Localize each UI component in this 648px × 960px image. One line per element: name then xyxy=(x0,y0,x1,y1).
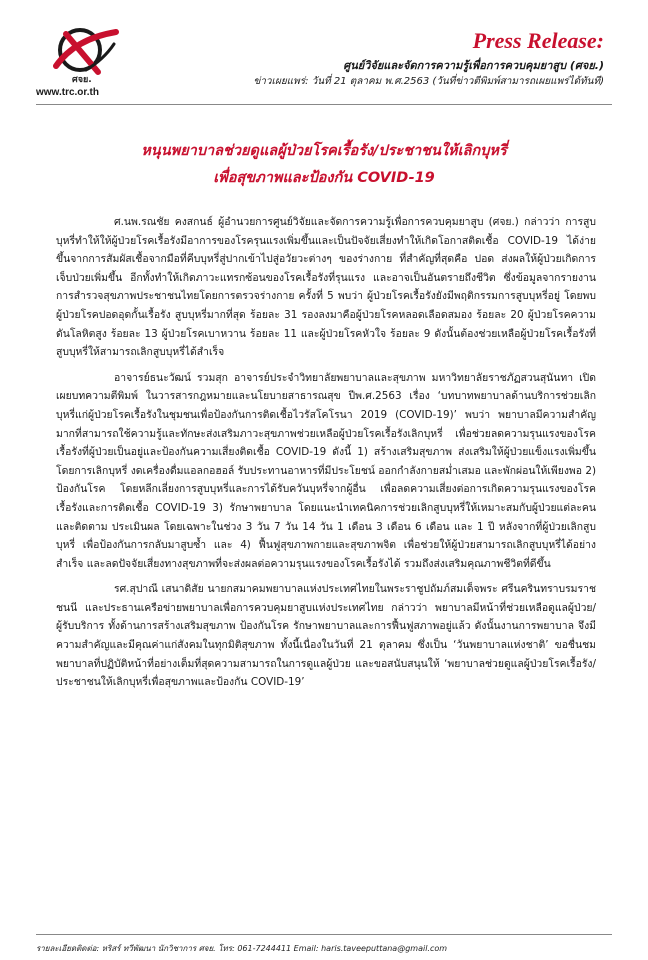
release-date: ข่าวเผยแพร่: วันที่ 21 ตุลาคม พ.ศ.2563 (วันที่ข่าวตีพิมพ์สามารถเผยแพร่ได้ทันที) xyxy=(253,76,604,87)
headline xyxy=(40,138,608,192)
paragraph-3: รศ.สุปาณี เสนาดิสัย นายกสมาคมพยาบาลแห่งประเทศไทยในพระราชูปถัมภ์สมเด็จพระ ศรีนครินทราบรมราชชนนี และประธานเครือข่ายพยาบาลเพื่อการควบคุมยาสูบแห่งประเทศไทย กล่าวว่า พยาบาลมีหน้าที่ช่วยเหลือดูแลผู้ป่วย/ผู้รับบริการ ทั้งด้านการสร้างเสริมสุขภาพ ป้องกันโรค รักษาพยาบาลและการฟื้นฟูสภาพอยู่แล้ว ดังนั้นงานการพยาบาล จึงมีความสำคัญและมีคุณค่าแก่สังคมในทุกมิติสุขภาพ ทั้งนี้เนื่องในวันที่ 21 ตุลาคม ซึ่งเป็น ‘วันพยาบาลแห่งชาติ’ ขอชื่นชมพยาบาลที่ปฏิบัติหน้าที่อย่างเต็มที่สุดความสามารถในการดูแลผู้ป่วย และขอสนับสนุนให้ ‘พยาบาลช่วยดูแลผู้ป่วยโรคเรื้อรัง/ประชาชนให้เลิกบุหรี่เพื่อสุขภาพและป้องกัน COVID-19’ xyxy=(56,583,596,689)
article-body xyxy=(56,213,596,699)
headline-line-2: เพื่อสุขภาพและป้องกัน COVID-19 xyxy=(213,170,435,186)
logo-url: www.trc.or.th xyxy=(36,87,99,98)
center-name: ศูนย์วิจัยและจัดการความรู้เพื่อการควบคุมยาสูบ (ศจย.) xyxy=(343,59,604,72)
press-release-title: Press Release: xyxy=(472,28,604,53)
paragraph-1: ศ.นพ.รณชัย คงสกนธ์ ผู้อำนวยการศูนย์วิจัยและจัดการความรู้เพื่อการควบคุมยาสูบ (ศจย.) กล่าวว่า การสูบบุหรี่ทำให้ให้ผู้ป่วยโรคเรื้อรังมีอาการของโรครุนแรงเพิ่มขึ้นและเป็นปัจจัยเสี่ยงทำให้เกิดโอกาสติดเชื้อ COVID-19 ได้ง่ายขึ้นจากการสัมผัสเชื้อจากมือที่คีบบุหรี่สู่ปากเข้าไปสู่อวัยวะต่างๆ ของร่างกาย ที่สำคัญที่สุดคือ ปอด ส่งผลให้ผู้ป่วยเกิดการเจ็บป่วยเพิ่มขึ้น อีกทั้งทำให้เกิดภาวะแทรกซ้อนของโรคเรื้อรังที่รุนแรง และอาจเป็นอันตรายถึงชีวิต ซึ่งข้อมูลจากรายงานการสำรวจสุขภาพประชาชนไทยโดยการตรวจร่างกาย ครั้งที่ 5 พบว่า ผู้ป่วยโรคเรื้อรังยังมีพฤติกรรมการสูบบุหรี่อยู่ โดยพบผู้ป่วยโรคปอดอุดกั้นเรื้อรัง สูบบุหรี่มากที่สุด ร้อยละ 31 รองลงมาคือผู้ป่วยโรคหลอดเลือดสมอง ร้อยละ 20 ผู้ป่วยโรคความดันโลหิตสูง ร้อยละ 13 ผู้ป่วยโรคเบาหวาน ร้อยละ 11 และผู้ป่วยโรคหัวใจ ร้อยละ 9 ดังนั้นต้องช่วยเหลือผู้ป่วยโรคเรื้อรังที่สูบบุหรี่ให้สามารถเลิกสูบบุหรี่ได้สำเร็จ xyxy=(56,216,596,359)
headline-line-1: หนุนพยาบาลช่วยดูแลผู้ป่วยโรคเรื้อรัง/ประชาชนให้เลิกบุหรี่ xyxy=(141,143,507,159)
header-divider xyxy=(36,104,612,105)
contact-footer: รายละเอียดติดต่อ: หริสร์ ทวีพัฒนา นักวิชาการ ศจย. โทร: 061-7244411 Email: haris.taveeputtana@gmail.com xyxy=(36,944,448,953)
footer-divider xyxy=(36,934,612,935)
paragraph-2: อาจารย์ธนะวัฒน์ รวมสุก อาจารย์ประจำวิทยาลัยพยาบาลและสุขภาพ มหาวิทยาลัยราชภัฏสวนสุนันทา เปิดเผยบทความตีพิมพ์ ในวารสารกฎหมายและนโยบายสาธารณสุข ปีพ.ศ.2563 เรื่อง ‘บทบาทพยาบาลด้านบริการช่วยเลิกบุหรี่แก่ผู้ป่วยโรคเรื้อรังในชุมชนเพื่อป้องกันการติดเชื้อไวรัสโคโรนา 2019 (COVID-19)’ พบว่า พยาบาลมีความสำคัญมากที่สามารถใช้ความรู้และทักษะส่งเสริมภาวะสุขภาพช่วยเหลือผู้ป่วยโรคเรื้อรังเลิกบุหรี่ เพื่อช่วยลดความรุนแรงของโรคเรื้อรังที่ผู้ป่วยเป็นอยู่และป้องกันความเสี่ยงติดเชื้อ COVID-19 ดังนี้ 1) สร้างเสริมสุขภาพ ส่งเสริมให้ผู้ป่วยแข็งแรงเพิ่มขึ้นโดยการเลิกบุหรี่ งดเครื่องดื่มแอลกอฮอล์ รับประทานอาหารที่มีประโยชน์ ออกกำลังกายสม่ำเสมอ และพักผ่อนให้เพียงพอ 2) ป้องกันโรค โดยหลีกเลี่ยงการสูบบุหรี่และการได้รับควันบุหรี่จากผู้อื่น เพื่อลดความเสี่ยงต่อการเกิดความรุนแรงของโรคเรื้อรังและการติดเชื้อ COVID-19 3) รักษาพยาบาล โดยแนะนำเทคนิคการช่วยเลิกสูบบุหรี่ให้เหมาะสมกับผู้ป่วยแต่ละคน และติดตาม ประเมินผล โดยเฉพาะในช่วง 3 วัน 7 วัน 14 วัน 1 เดือน 3 เดือน 6 เดือน และ 1 ปี หลังจากที่ผู้ป่วยเลิกสูบบุหรี่ เพื่อป้องกันการกลับมาสูบซ้ำ และ 4) ฟื้นฟูสุขภาพกายและสุขภาพจิต เพื่อช่วยให้ผู้ป่วยสามารถเลิกสูบบุหรี่ได้อย่างสำเร็จ และลดปัจจัยเสี่ยงทางสุขภาพที่จะส่งผลต่อความรุนแรงของโรคเรื้อรังได้ รวมถึงส่งเสริมคุณภาพชีวิตที่ดีขึ้น xyxy=(56,371,596,570)
logo-abbreviation: ศจย. xyxy=(72,75,92,85)
